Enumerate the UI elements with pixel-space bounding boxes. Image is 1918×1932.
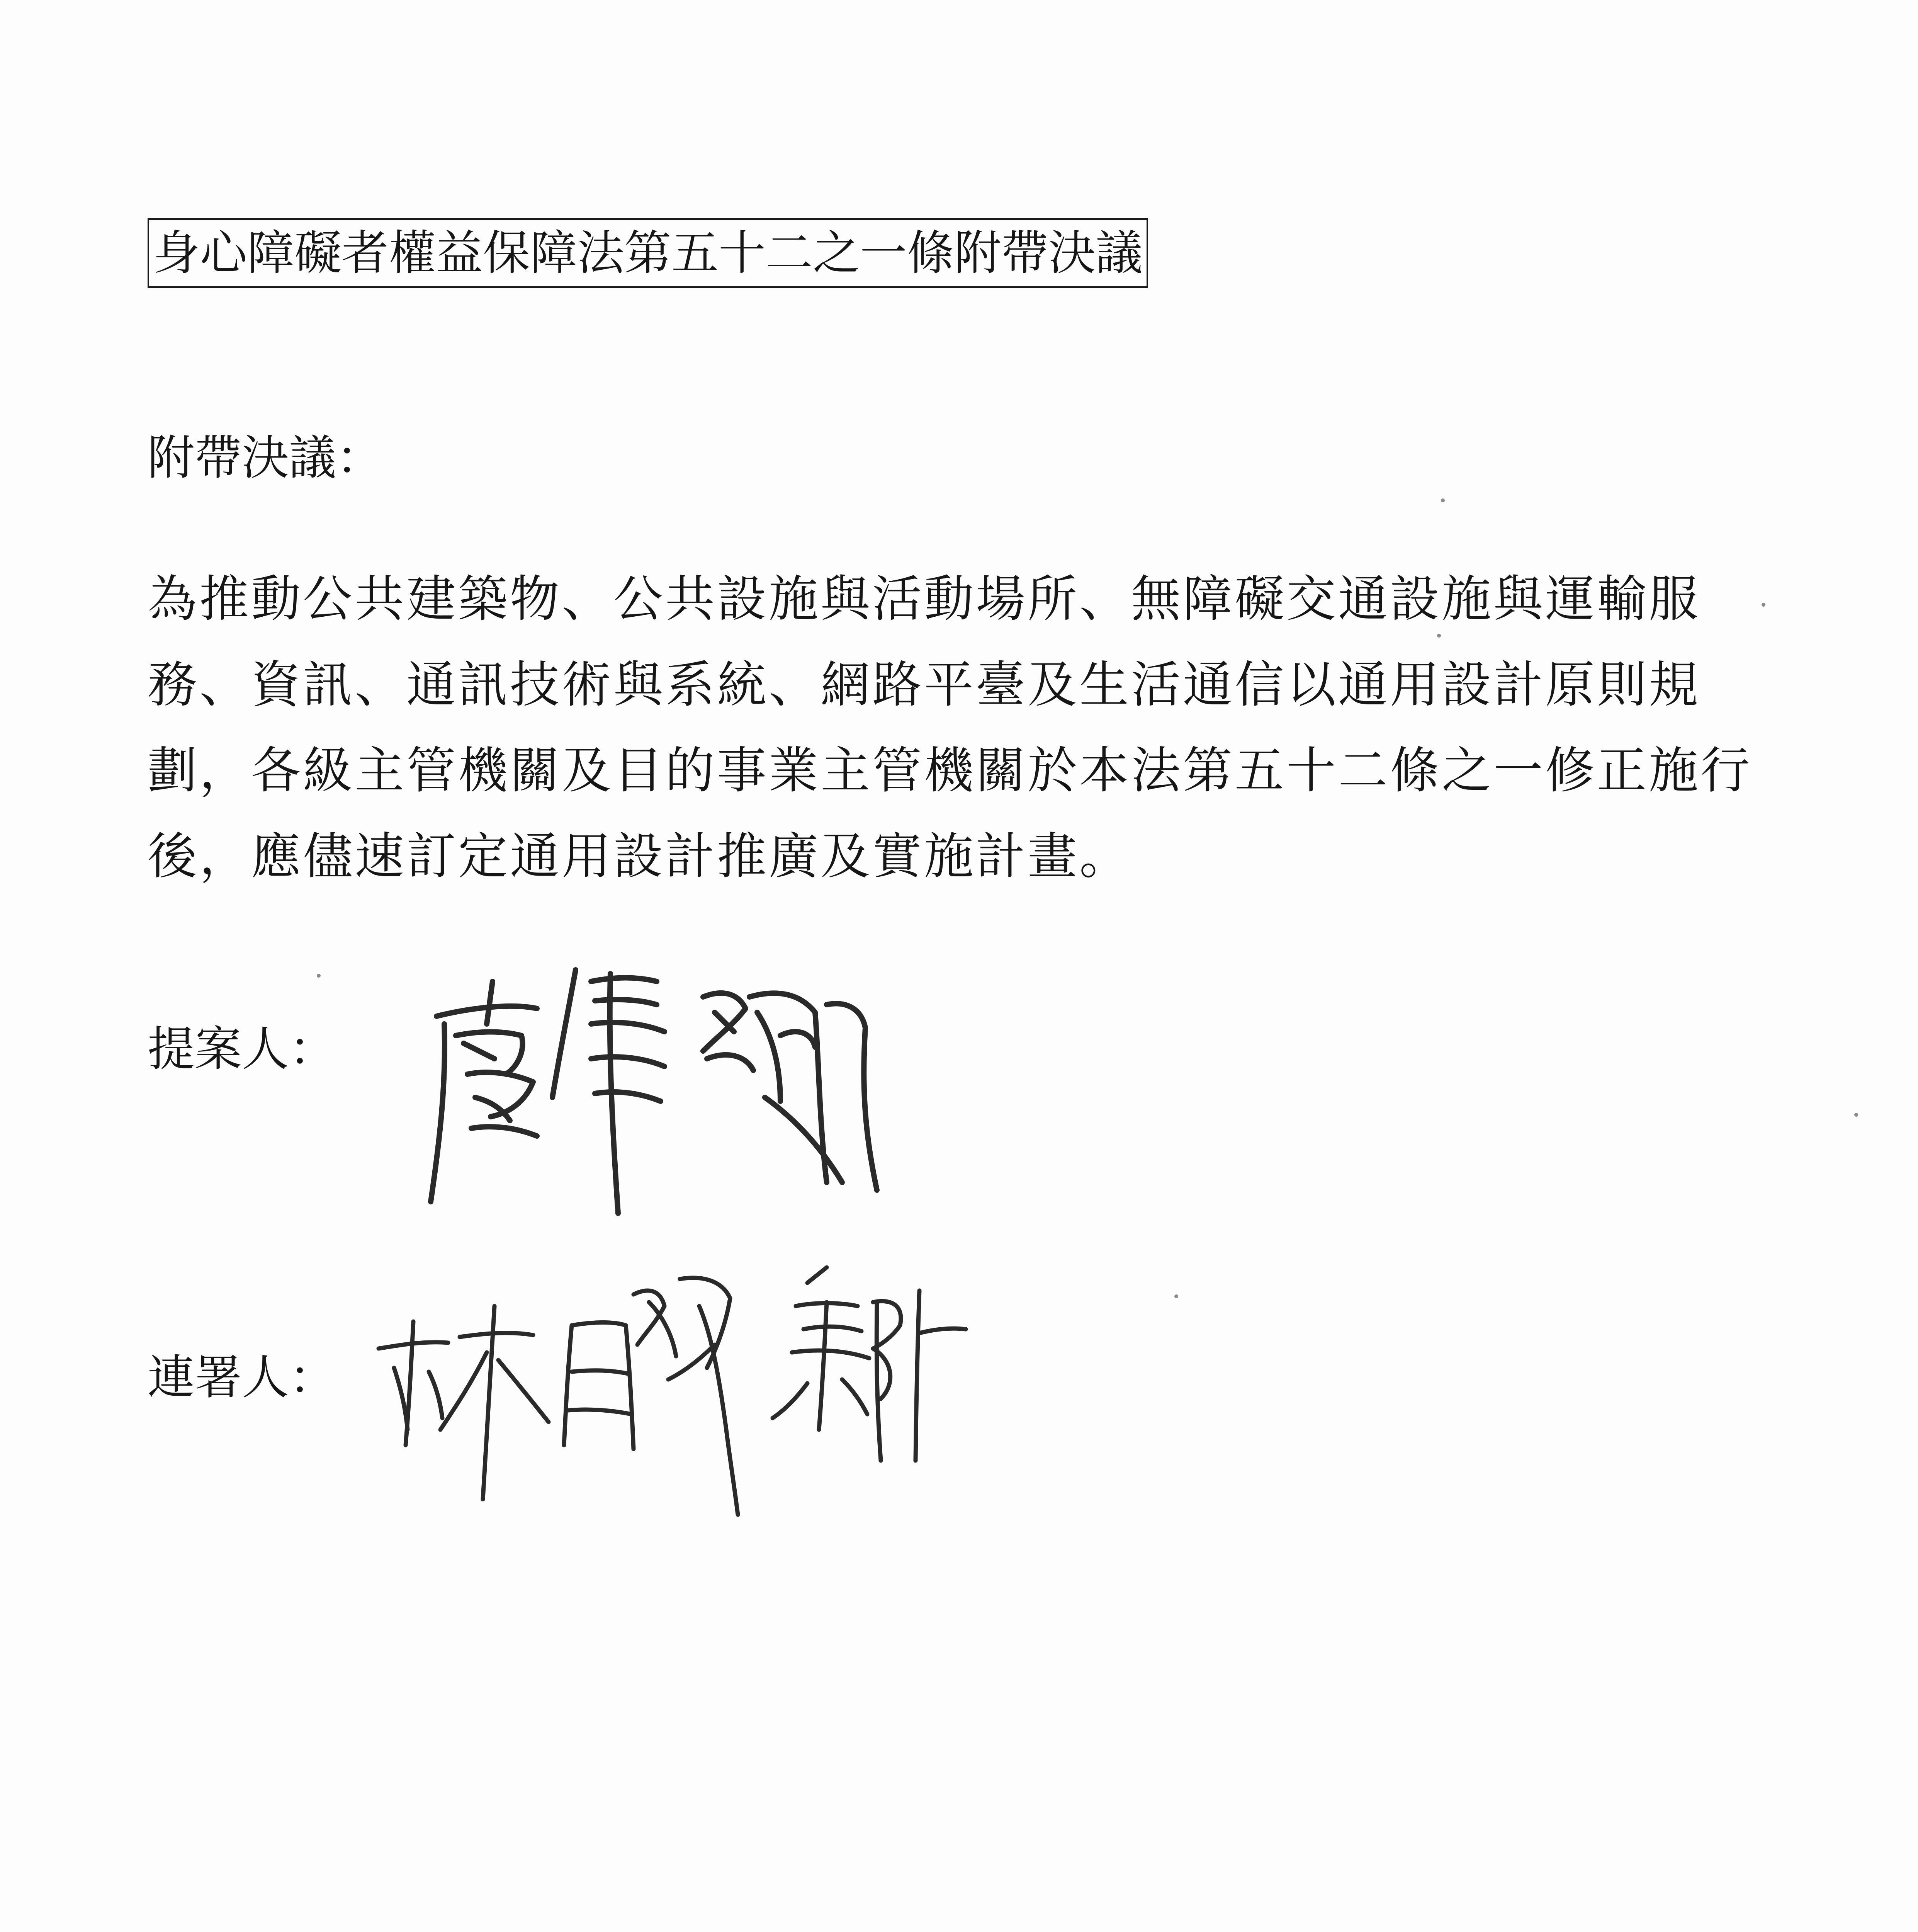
resolution-label: 附帶決議： [148,430,383,485]
scan-speck [1437,634,1441,638]
resolution-title: 身心障礙者權益保障法第五十二之一條附帶決議 [148,218,1148,288]
scan-speck [317,974,321,978]
scan-speck [1762,603,1765,607]
proposer-signature [409,935,892,1229]
cosigner-label: 連署人： [148,1350,336,1405]
proposer-label: 提案人： [148,1022,336,1077]
scan-speck [1441,498,1445,502]
cosigner-signature-2 [626,1244,973,1538]
scan-speck [1174,1294,1178,1298]
scan-speck [1854,1113,1858,1117]
resolution-body: 為推動公共建築物、公共設施與活動場所、無障礙交通設施與運輸服務、資訊、通訊技術與系統、網路平臺及生活通信以通用設計原則規劃，各級主管機關及目的事業主管機關於本法第五十二條之一修正施行後，應儘速訂定通用設計推廣及實施計畫。 [148,570,1753,885]
